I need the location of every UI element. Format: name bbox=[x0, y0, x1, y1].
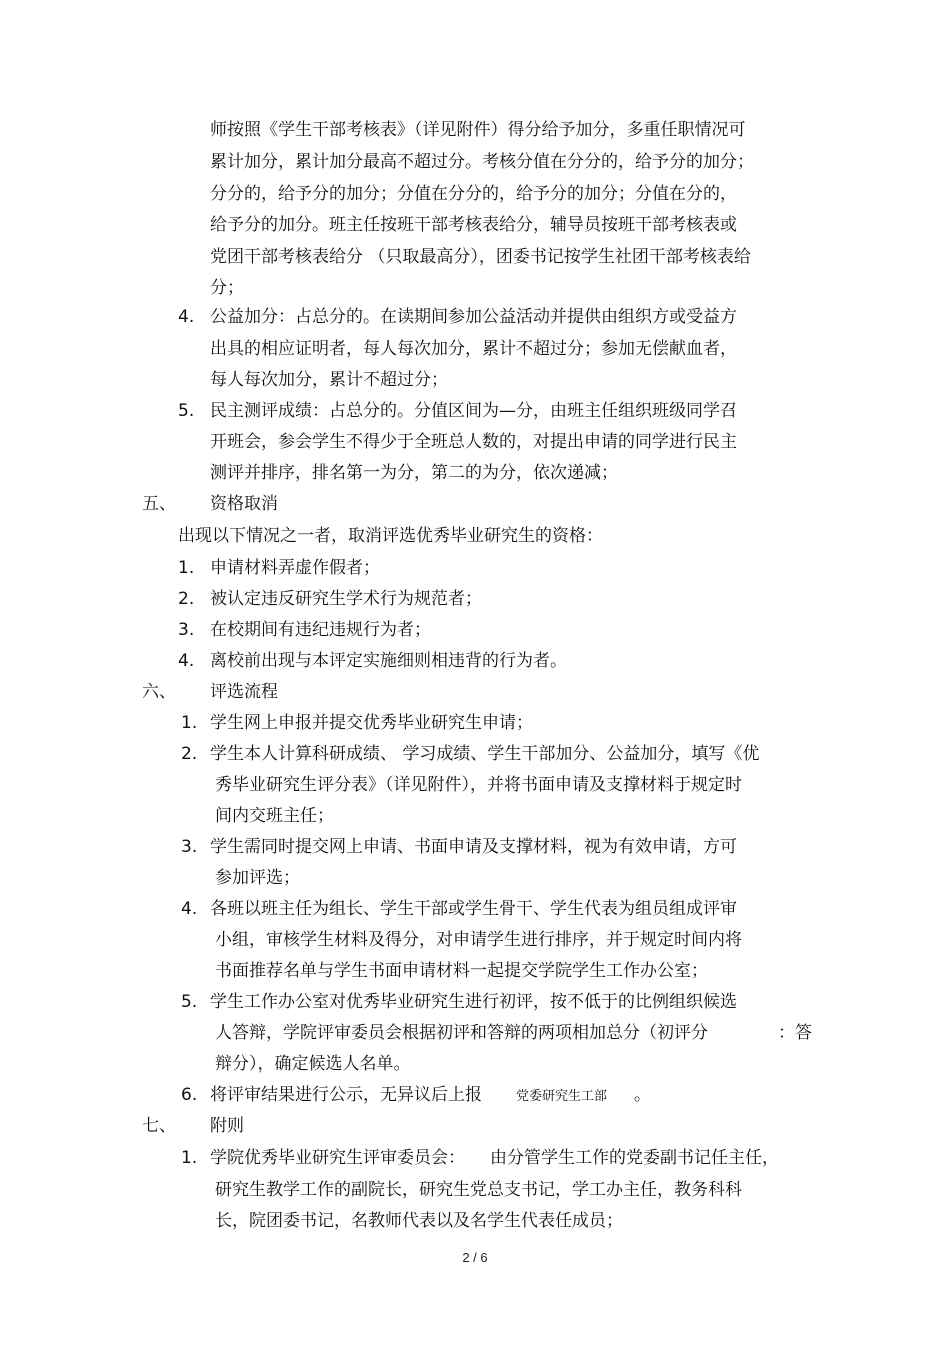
text-line: 出具的相应证明者，每人每次加分，累计不超过分；参加无偿献血者， bbox=[210, 339, 737, 359]
list-number: 2. bbox=[178, 589, 195, 609]
section-number: 六、 bbox=[142, 682, 176, 702]
page-number: 2 / 6 bbox=[462, 1250, 488, 1265]
text-line: 党委研究生工部 bbox=[516, 1089, 608, 1104]
list-number: 5. bbox=[178, 401, 195, 421]
section-number: 五、 bbox=[142, 494, 176, 514]
text-line: 各班以班主任为组长、学生干部或学生骨干、学生代表为组员组成评审 bbox=[210, 899, 737, 919]
text-line: 分； bbox=[210, 278, 244, 298]
list-number: 4. bbox=[181, 899, 198, 919]
text-line: 间内交班主任； bbox=[215, 806, 334, 826]
list-number: 1. bbox=[178, 558, 195, 578]
text-line: 研究生教学工作的副院长，研究生党总支书记，学工办主任，教务科科 bbox=[215, 1180, 742, 1200]
text-line: 书面推荐名单与学生书面申请材料一起提交学院学生工作办公室； bbox=[215, 961, 708, 981]
text-line: 开班会，参会学生不得少于全班总人数的，对提出申请的同学进行民主 bbox=[210, 432, 737, 452]
text-line: 学生本人计算科研成绩、 学习成绩、学生干部加分、公益加分，填写《优 bbox=[210, 744, 760, 764]
section-number: 七、 bbox=[142, 1116, 176, 1136]
section-heading: 附则 bbox=[210, 1116, 244, 1136]
text-line: 长，院团委书记，名教师代表以及名学生代表任成员； bbox=[215, 1211, 623, 1231]
text-line: 在校期间有违纪违规行为者； bbox=[210, 620, 431, 640]
text-line: 学生需同时提交网上申请、书面申请及支撑材料，视为有效申请，方可 bbox=[210, 837, 737, 857]
list-number: 1. bbox=[181, 1148, 198, 1168]
text-line: 师按照《学生干部考核表》（详见附件）得分给予加分，多重任职情况可 bbox=[210, 120, 746, 140]
list-number: 3. bbox=[178, 620, 195, 640]
text-line: ：答 bbox=[778, 1023, 812, 1043]
text-line: 学生网上申报并提交优秀毕业研究生申请； bbox=[210, 713, 533, 733]
text-line: 被认定违反研究生学术行为规范者； bbox=[210, 589, 482, 609]
text-line: 出现以下情况之一者，取消评选优秀毕业研究生的资格： bbox=[178, 526, 603, 546]
text-line: 学生工作办公室对优秀毕业研究生进行初评，按不低于的比例组织候选 bbox=[210, 992, 737, 1012]
text-line: 测评并排序，排名第一为分，第二的为分，依次递减； bbox=[210, 463, 618, 483]
text-line: 人答辩，学院评审委员会根据初评和答辩的两项相加总分（初评分 bbox=[215, 1023, 708, 1043]
text-line: 公益加分：占总分的。在读期间参加公益活动并提供由组织方或受益方 bbox=[210, 307, 737, 327]
list-number: 3. bbox=[181, 837, 198, 857]
text-line: 离校前出现与本评定实施细则相违背的行为者。 bbox=[210, 651, 567, 671]
text-line: 辩分），确定候选人名单。 bbox=[215, 1054, 411, 1074]
text-line: 累计加分，累计加分最高不超过分。考核分值在分分的，给予分的加分； bbox=[210, 152, 754, 172]
text-line: 民主测评成绩：占总分的。分值区间为—分，由班主任组织班级同学召 bbox=[210, 401, 737, 421]
list-number: 1. bbox=[181, 713, 198, 733]
text-line: 党团干部考核表给分 （只取最高分），团委书记按学生社团干部考核表给 bbox=[210, 247, 751, 267]
text-line: 学院优秀毕业研究生评审委员会： bbox=[210, 1148, 465, 1168]
text-line: 秀毕业研究生评分表》（详见附件），并将书面申请及支撑材料于规定时 bbox=[215, 775, 742, 795]
list-number: 6. bbox=[181, 1085, 198, 1105]
text-line: 由分管学生工作的党委副书记任主任， bbox=[490, 1148, 779, 1168]
text-line: 分分的，给予分的加分；分值在分分的，给予分的加分；分值在分的， bbox=[210, 184, 737, 204]
list-number: 5. bbox=[181, 992, 198, 1012]
text-line: 小组，审核学生材料及得分，对申请学生进行排序，并于规定时间内将 bbox=[215, 930, 742, 950]
text-line: 将评审结果进行公示，无异议后上报 bbox=[210, 1085, 482, 1105]
section-heading: 评选流程 bbox=[210, 682, 278, 702]
list-number: 2. bbox=[181, 744, 198, 764]
text-line: 申请材料弄虚作假者； bbox=[210, 558, 380, 578]
section-heading: 资格取消 bbox=[210, 494, 278, 514]
text-line: 每人每次加分，累计不超过分； bbox=[210, 370, 448, 390]
text-line: 。 bbox=[634, 1085, 651, 1105]
list-number: 4. bbox=[178, 651, 195, 671]
text-line: 参加评选； bbox=[215, 868, 300, 888]
list-number: 4. bbox=[178, 307, 195, 327]
text-line: 给予分的加分。班主任按班干部考核表给分，辅导员按班干部考核表或 bbox=[210, 215, 737, 235]
